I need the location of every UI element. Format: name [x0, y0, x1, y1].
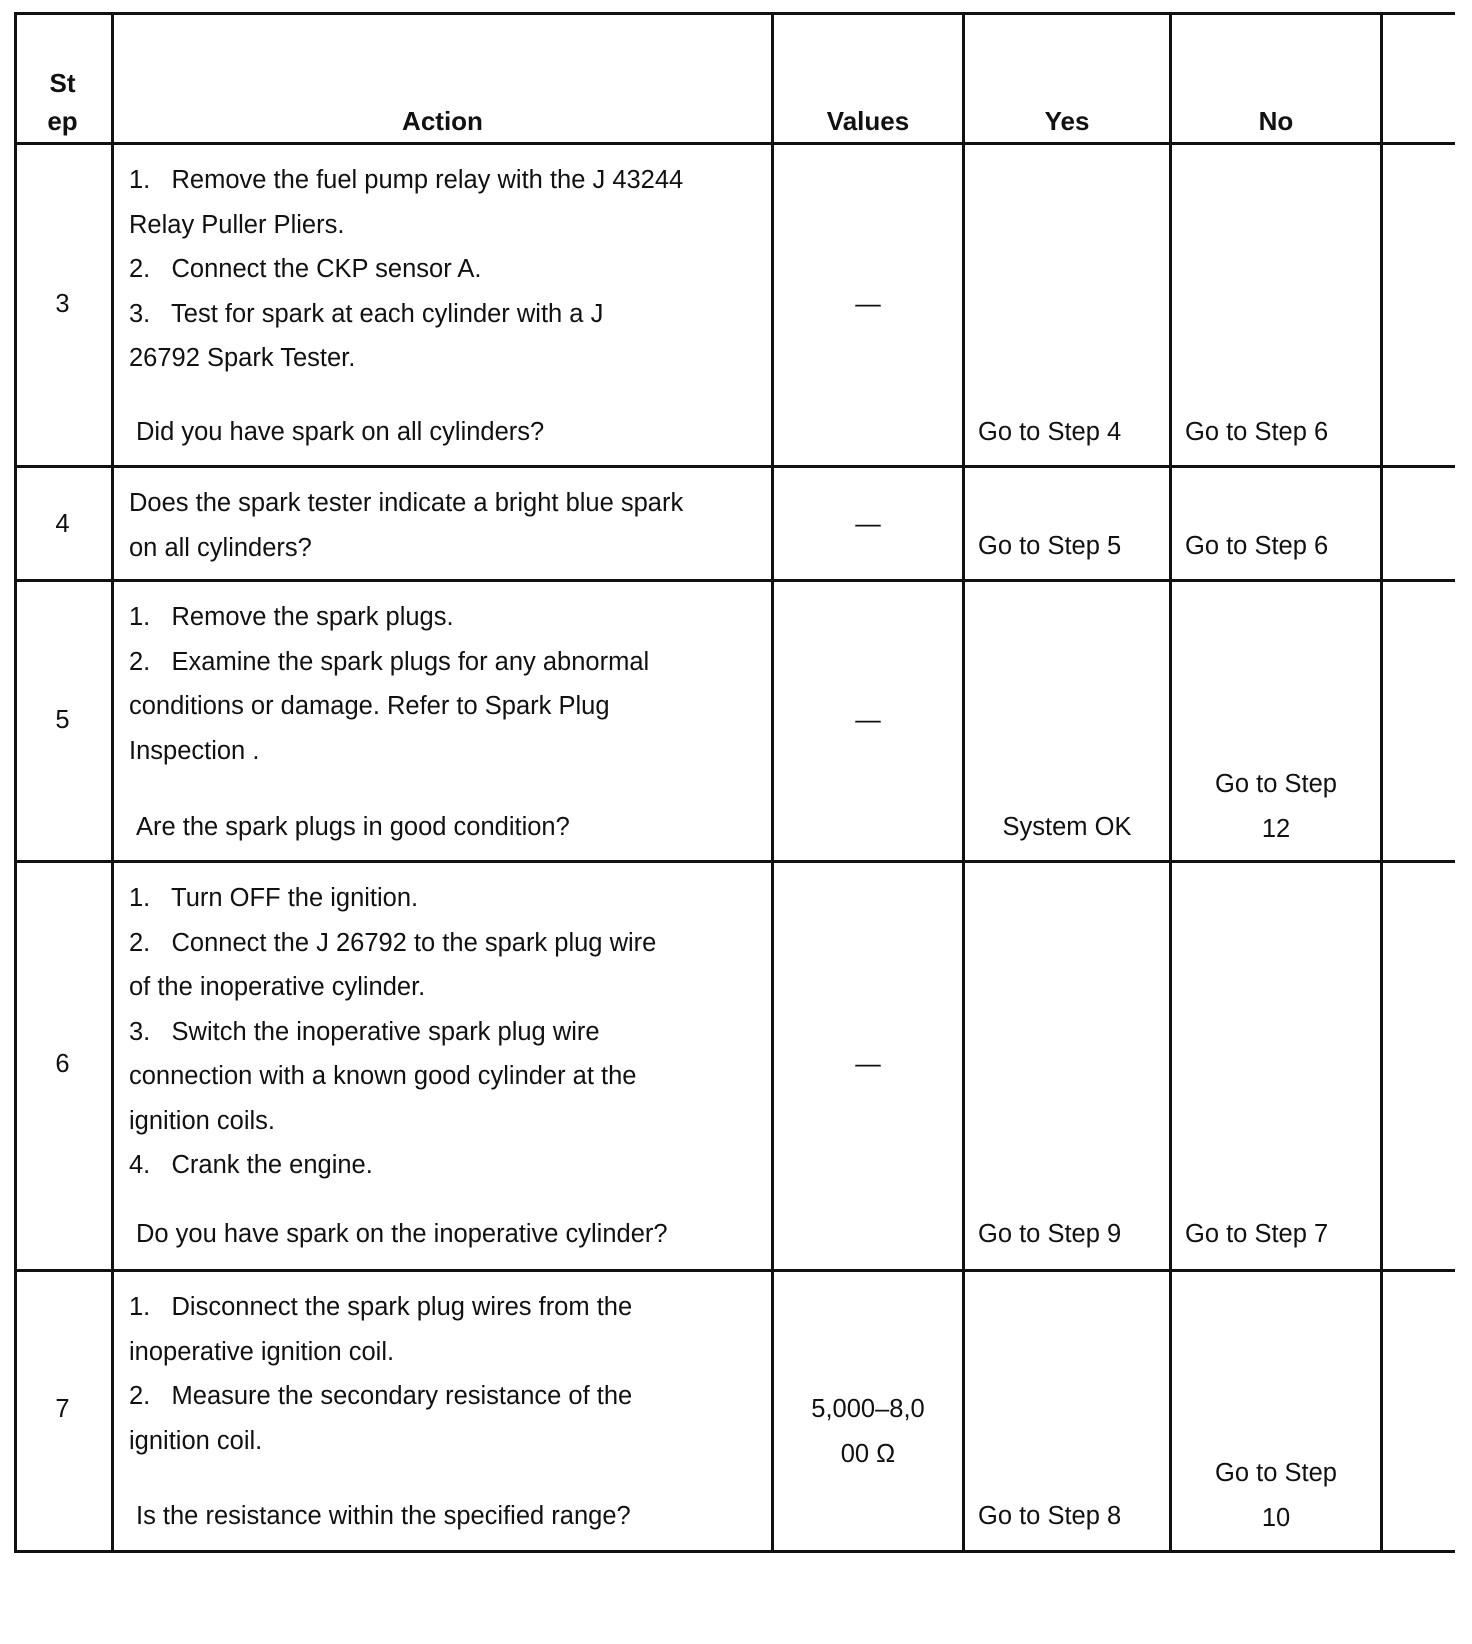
rule-col-1: [111, 12, 114, 1553]
row-3-value: —: [855, 290, 881, 318]
row-5-step: 5: [55, 706, 70, 734]
header-action: Action: [402, 106, 483, 136]
header-no: No: [1258, 106, 1294, 136]
row-7-step: 7: [55, 1395, 70, 1423]
row-3-question: Did you have spark on all cylinders?: [136, 418, 545, 446]
rule-bottom: [14, 1550, 1455, 1553]
row-4-value: —: [855, 510, 881, 538]
row-5-action: 1. Remove the spark plugs. 2. Examine the spark plugs for any abnormal conditions or damage. Refer to Spark Plug Inspection .: [129, 603, 650, 765]
rule-row-4: [14, 579, 1455, 582]
row-7-yes: Go to Step 8: [978, 1502, 1122, 1530]
rule-row-6: [14, 1269, 1455, 1272]
diagnostic-table: [14, 12, 1455, 1632]
row-4-step: 4: [55, 510, 70, 538]
rule-header: [14, 142, 1455, 145]
rule-row-5: [14, 860, 1455, 863]
row-5-question: Are the spark plugs in good condition?: [136, 813, 570, 841]
row-7-action: 1. Disconnect the spark plug wires from the inoperative ignition coil. 2. Measure the secondary resistance of the ignition coil.: [129, 1293, 633, 1455]
row-6-step: 6: [55, 1050, 70, 1078]
row-6-yes: Go to Step 9: [978, 1220, 1122, 1248]
row-7-question: Is the resistance within the specified range?: [136, 1502, 631, 1530]
row-7-value: 5,000–8,0 00 Ω: [811, 1395, 925, 1468]
row-5-yes: System OK: [1002, 813, 1132, 841]
row-3-step: 3: [55, 290, 70, 318]
row-5-no: Go to Step 12: [1215, 770, 1337, 843]
row-4-yes: Go to Step 5: [978, 532, 1122, 560]
rule-row-3: [14, 465, 1455, 468]
row-6-no: Go to Step 7: [1185, 1220, 1329, 1248]
row-6-value: —: [855, 1050, 881, 1078]
rule-left: [14, 12, 17, 1553]
row-6-question: Do you have spark on the inoperative cylinder?: [136, 1220, 668, 1248]
row-3-action: 1. Remove the fuel pump relay with the J 43244 Relay Puller Pliers. 2. Connect the CKP sensor A. 3. Test for spark at each cylinder with a J 26792 Spark Tester.: [129, 166, 684, 372]
rule-col-3: [962, 12, 965, 1553]
header-values: Values: [826, 106, 910, 136]
rule-col-2: [771, 12, 774, 1553]
header-yes: Yes: [1044, 106, 1090, 136]
row-7-no: Go to Step 10: [1215, 1459, 1337, 1532]
rule-top: [14, 12, 1455, 15]
row-5-value: —: [855, 706, 881, 734]
row-3-no: Go to Step 6: [1185, 418, 1329, 446]
header-step: St ep: [47, 68, 78, 136]
row-4-no: Go to Step 6: [1185, 532, 1329, 560]
rule-right: [1380, 12, 1383, 1553]
row-3-yes: Go to Step 4: [978, 418, 1122, 446]
row-4-action: Does the spark tester indicate a bright blue spark on all cylinders?: [129, 489, 684, 562]
row-6-action: 1. Turn OFF the ignition. 2. Connect the J 26792 to the spark plug wire of the inoperative cylinder. 3. Switch the inoperative spark plug wire connection with a known good cylinder at the ignition coils. 4. Crank the engine.: [129, 884, 657, 1179]
